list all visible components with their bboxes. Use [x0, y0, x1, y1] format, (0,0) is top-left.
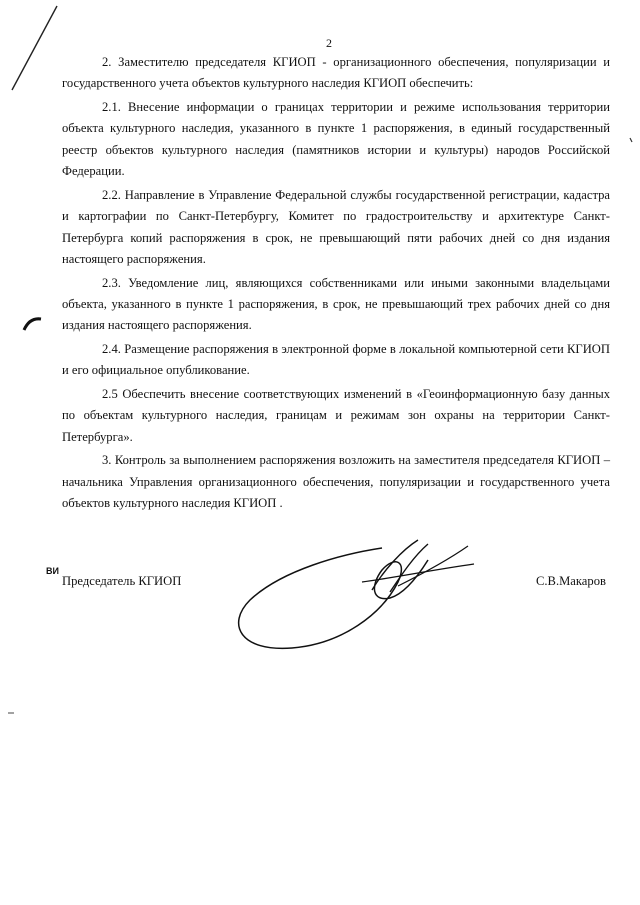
page-number: 2: [326, 36, 332, 50]
handwritten-signature: [222, 530, 484, 658]
paragraph-2-5: 2.5 Обеспечить внесение соответствующих изменений в «Геоинформационную базу данных по объектам культурного наследия, границам и режимам зон охраны на территории Санкт-Петербурга».: [62, 387, 610, 444]
paragraph-2: 2. Заместителю председателя КГИОП - организационного обеспечения, популяризации и государственного учета объектов культурного наследия КГИОП обеспечить:: [62, 55, 610, 91]
margin-stamp: ВИ: [46, 566, 59, 576]
paragraph-3: 3. Контроль за выполнением распоряжения возложить на заместителя председателя КГИОП – начальника Управления организационного обеспечения, популяризации и государственного учета объектов культурного наследия КГИОП .: [62, 453, 610, 511]
paragraph-2-1: 2.1. Внесение информации о границах территории и режиме использования территории объекта культурного наследия, указанного в пункте 1 распоряжения, в единый государственный реестр объектов культурного наследия (памятников истории и культуры) народов Российской Федерации.: [62, 100, 610, 179]
paragraph-2-3: 2.3. Уведомление лиц, являющихся собственниками или иными законными владельцами объекта, указанного в пункте 1 распоряжения, в срок, не превышающий трех рабочих дней со дня издания настоящего распоряжения.: [62, 275, 610, 333]
paragraph-2-2: 2.2. Направление в Управление Федеральной службы государственной регистрации, кадастра и картографии по Санкт-Петербургу, Комитет по градостроительству и архитектуре Санкт-Петербурга копий распоряжения в срок, не превышающий пяти рабочих дней со дня издания настоящего распоряжения.: [62, 187, 610, 267]
document-body: [62, 52, 610, 515]
paragraph-2-4: 2.4. Размещение распоряжения в электронной форме в локальной компьютерной сети КГИОП и его официальное опубликование.: [62, 342, 610, 378]
signatory-name: С.В.Макаров: [536, 574, 606, 588]
signatory-title: Председатель КГИОП: [62, 574, 182, 588]
